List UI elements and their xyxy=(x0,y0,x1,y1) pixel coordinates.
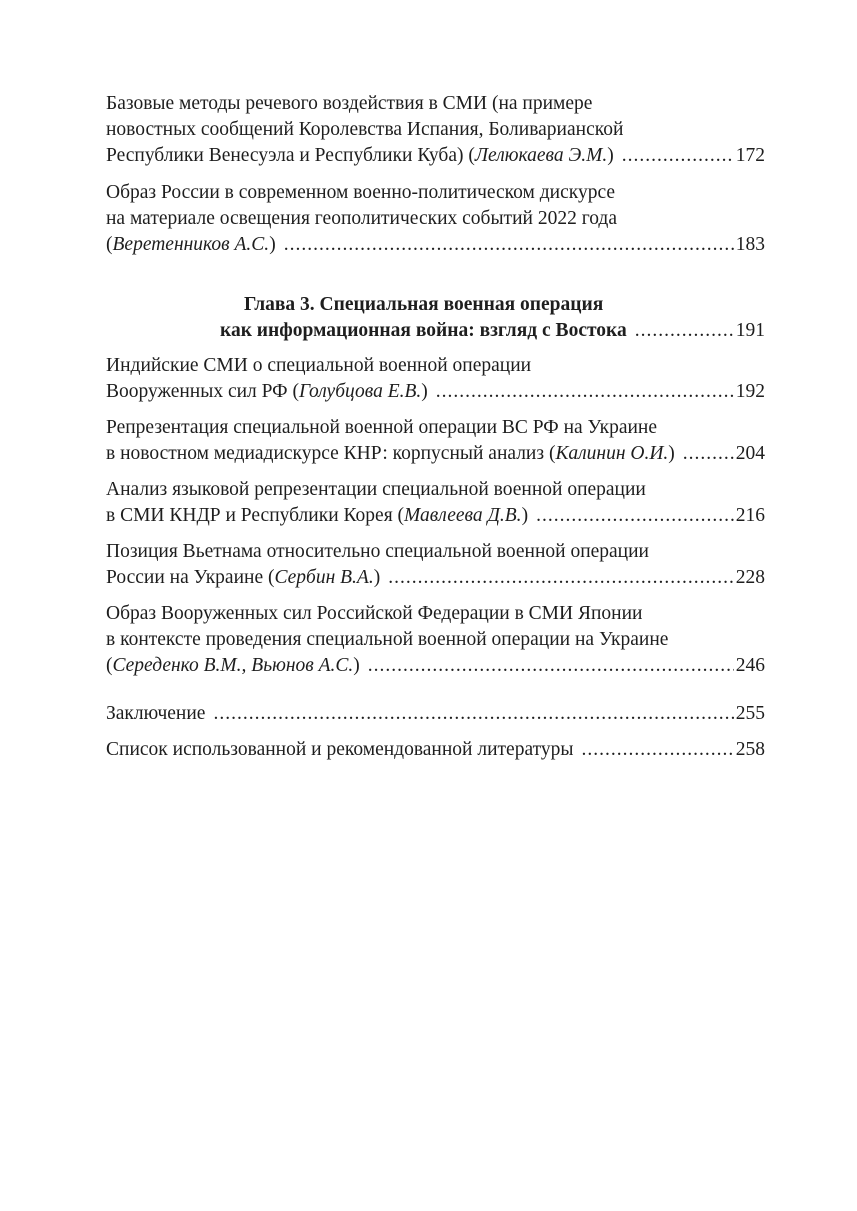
toc-entry-last-line xyxy=(106,503,765,529)
toc-entry-page-number: 246 xyxy=(735,655,765,676)
toc-entry-last-line xyxy=(106,143,765,169)
dot-leader xyxy=(635,318,734,344)
toc-entry[interactable] xyxy=(106,601,765,679)
toc-entry-text xyxy=(106,565,380,591)
toc-entry-last-line xyxy=(106,737,765,763)
toc-entry-author: Середенко В.М., Вьюнов А.С. xyxy=(112,655,354,676)
toc-entry-author: Сербин В.А. xyxy=(274,567,374,588)
toc-entry-title-tail: России на Украине ( xyxy=(106,567,275,588)
toc-entry-title-tail: в СМИ КНДР и Республики Корея ( xyxy=(106,505,405,526)
dot-leader xyxy=(581,737,733,763)
toc-entry-last-line xyxy=(106,565,765,591)
toc-entry-title-tail: Республики Венесуэла и Республики Куба) ( xyxy=(106,145,475,166)
dot-leader xyxy=(368,653,734,679)
toc-entry-last-line xyxy=(106,441,765,467)
toc-entry-text xyxy=(106,441,675,467)
toc-entry-title-tail: в новостном медиадискурсе КНР: корпусный анализ ( xyxy=(106,443,556,464)
toc-entry-bibliography[interactable] xyxy=(106,737,765,763)
toc-entry-page-number: 192 xyxy=(735,381,765,402)
dot-leader xyxy=(284,232,734,258)
toc-entry-paren: ) xyxy=(607,145,614,166)
toc-entry[interactable] xyxy=(106,539,765,591)
toc-entry-title-line: Анализ языковой репрезентации специальной военной операции xyxy=(106,479,646,500)
toc-entry-author: Лелюкаева Э.М. xyxy=(474,145,608,166)
toc-entry-title-line: на материале освещения геополитических событий 2022 года xyxy=(106,208,617,229)
table-of-contents xyxy=(106,91,765,763)
chapter-heading-last-line xyxy=(106,318,765,344)
toc-entry-paren: ) xyxy=(353,655,360,676)
toc-entry-conclusion[interactable] xyxy=(106,701,765,727)
toc-entry-text xyxy=(106,232,276,258)
toc-entry-text: Список использованной и рекомендованной литературы xyxy=(106,739,574,760)
toc-entry-last-line xyxy=(106,232,765,258)
dot-leader xyxy=(436,379,734,405)
chapter-heading-line: как информационная война: взгляд с Востока xyxy=(220,320,627,341)
toc-entry-title-line: Образ России в современном военно-политическом дискурсе xyxy=(106,182,616,203)
toc-entry-text: Заключение xyxy=(106,703,206,724)
dot-leader xyxy=(683,441,734,467)
toc-entry-title-line: в контексте проведения специальной военной операции на Украине xyxy=(106,629,669,650)
toc-entry-last-line xyxy=(106,653,765,679)
toc-entry-author: Голубцова Е.В. xyxy=(298,381,422,402)
toc-entry-page-number: 183 xyxy=(735,234,765,255)
toc-entry[interactable] xyxy=(106,353,765,405)
toc-entry-title-tail: ( xyxy=(106,234,113,255)
toc-entry-paren: ) xyxy=(668,443,675,464)
dot-leader xyxy=(213,701,733,727)
toc-entry-title-line: Индийские СМИ о специальной военной операции xyxy=(106,355,532,376)
chapter-heading[interactable] xyxy=(106,292,765,344)
chapter-page-number: 191 xyxy=(735,320,765,341)
chapter-heading-line: Глава 3. Специальная военная операция xyxy=(244,294,604,315)
dot-leader xyxy=(388,565,734,591)
toc-entry-author: Калинин О.И. xyxy=(555,443,669,464)
dot-leader xyxy=(622,143,734,169)
toc-entry-page-number: 172 xyxy=(735,145,765,166)
toc-entry-paren: ) xyxy=(521,505,529,526)
toc-entry-title-line: Базовые методы речевого воздействия в СМИ (на примере xyxy=(106,93,593,114)
toc-entry-page-number: 216 xyxy=(735,505,765,526)
toc-entry-text xyxy=(106,379,428,405)
toc-entry[interactable] xyxy=(106,477,765,529)
toc-entry-title-line: Репрезентация специальной военной операции ВС РФ на Украине xyxy=(106,417,658,438)
toc-entry-text xyxy=(106,653,360,679)
dot-leader xyxy=(536,503,734,529)
toc-entry-title-line: Образ Вооруженных сил Российской Федерации в СМИ Японии xyxy=(106,603,643,624)
toc-entry[interactable] xyxy=(106,91,765,169)
toc-entry-text xyxy=(106,503,528,529)
toc-entry-title-tail: Вооруженных сил РФ ( xyxy=(106,381,299,402)
toc-entry-author: Мавлеева Д.В. xyxy=(404,505,522,526)
toc-entry-title-line: Позиция Вьетнама относительно специальной военной операции xyxy=(106,541,649,562)
toc-entry-text xyxy=(106,143,614,169)
toc-entry-author: Веретенников А.С. xyxy=(112,234,270,255)
toc-entry-title-line: новостных сообщений Королевства Испания, Боливарианской xyxy=(106,119,624,140)
toc-entry[interactable] xyxy=(106,415,765,467)
toc-entry-page-number: 228 xyxy=(735,567,765,588)
toc-entry-page-number: 255 xyxy=(735,703,765,724)
toc-entry-paren: ) xyxy=(269,234,276,255)
toc-entry-last-line xyxy=(106,701,765,727)
toc-entry-paren: ) xyxy=(421,381,428,402)
toc-entry-last-line xyxy=(106,379,765,405)
toc-entry[interactable] xyxy=(106,180,765,258)
toc-entry-page-number: 258 xyxy=(735,739,765,760)
toc-entry-page-number: 204 xyxy=(735,443,765,464)
toc-entry-title-tail: ( xyxy=(106,655,113,676)
toc-entry-paren: ) xyxy=(373,567,381,588)
